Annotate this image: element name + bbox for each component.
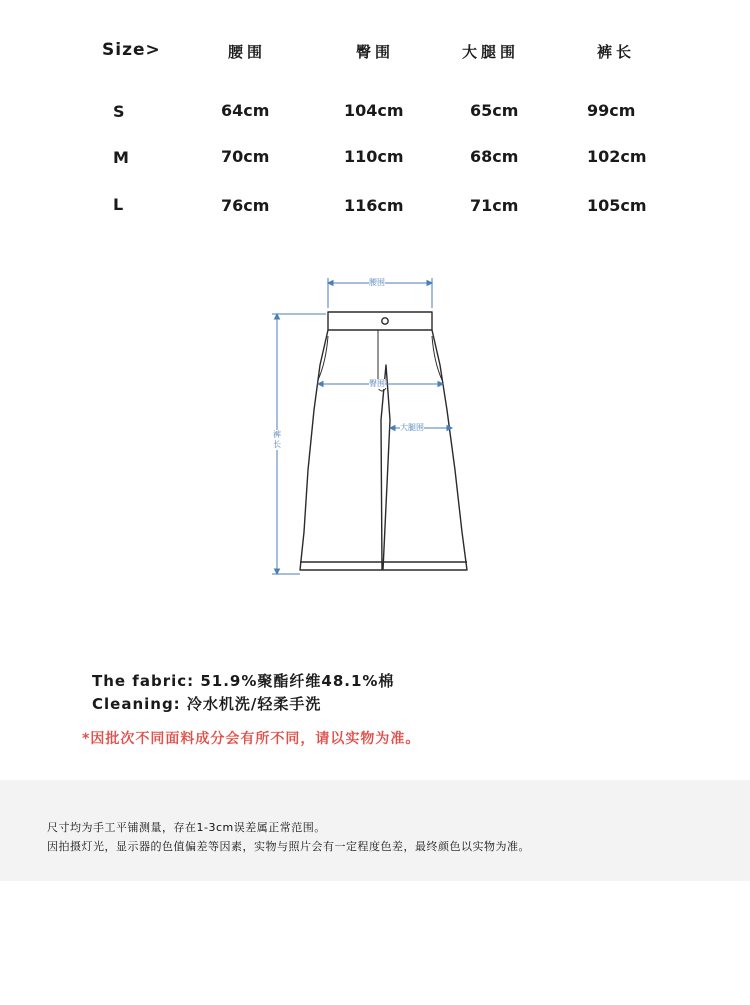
row-m-size: M [113,148,129,167]
fabric-info [92,670,394,716]
measurement-disclaimer [0,780,750,881]
row-s-hip: 104cm [344,101,404,120]
row-m-hip: 110cm [344,147,404,166]
row-s-waist: 64cm [221,101,270,120]
row-s-thigh: 65cm [470,101,519,120]
cleaning-line: Cleaning: 冷水机洗/轻柔手洗 [92,695,322,713]
row-s-size: S [113,102,125,121]
thigh-dim-label: 大腿围 [400,423,424,432]
size-table [0,0,750,240]
hip-dim-label: 臀围 [369,379,385,388]
pants-diagram [262,270,482,590]
row-l-length: 105cm [587,196,647,215]
header-waist: 腰围 [228,43,267,61]
row-l-waist: 76cm [221,196,270,215]
header-hip: 臀围 [356,43,395,61]
row-m-waist: 70cm [221,147,270,166]
fabric-notice: *因批次不同面料成分会有所不同，请以实物为准。 [82,731,421,747]
disclaimer-line-1: 尺寸均为手工平铺测量，存在1-3cm误差属正常范围。 [47,821,326,834]
row-s-length: 99cm [587,101,636,120]
header-size: Size> [102,40,161,60]
length-dim-label: 裤长 [273,430,281,449]
disclaimer-line-2: 因拍摄灯光，显示器的色值偏差等因素，实物与照片会有一定程度色差，最终颜色以实物为准。 [47,840,530,853]
row-m-thigh: 68cm [470,147,519,166]
row-l-hip: 116cm [344,196,404,215]
header-thigh: 大腿围 [462,43,520,61]
fabric-line: The fabric: 51.9%聚酯纤维48.1%棉 [92,672,395,690]
row-l-thigh: 71cm [470,196,519,215]
row-l-size: L [113,195,124,214]
pants-outline [262,270,482,590]
waist-dim-label: 腰围 [369,278,385,287]
row-m-length: 102cm [587,147,647,166]
header-length: 裤长 [597,43,636,61]
